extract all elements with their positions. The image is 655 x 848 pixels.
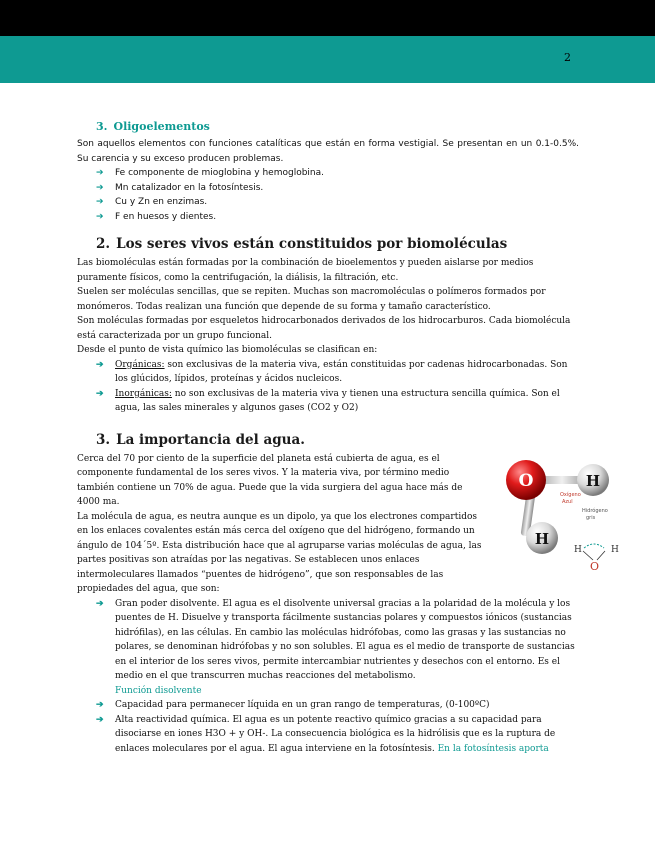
hydrogen-caption: Hidrógeno bbox=[582, 508, 608, 514]
oxygen-atom-label: O bbox=[518, 471, 534, 491]
agua-properties-list bbox=[77, 597, 579, 757]
arrow-icon: ➔ bbox=[96, 211, 104, 222]
arrow-icon: ➔ bbox=[96, 714, 104, 725]
svg-text:H: H bbox=[611, 545, 619, 555]
funcion-disolvente-link[interactable]: Función disolvente bbox=[115, 685, 202, 696]
hydrogen-atom-2-label: H bbox=[534, 530, 550, 548]
hydrogen-caption-2: gris bbox=[586, 515, 596, 521]
arrow-icon: ➔ bbox=[96, 388, 104, 399]
biomoleculas-list bbox=[77, 358, 579, 416]
biomoleculas-paragraph-2: Suelen ser moléculas sencillas, que se repiten. Muchas son macromoléculas o polímeros formados por monómeros. Todas realizan una función que depende de su forma y tamaño característico. bbox=[77, 287, 546, 312]
list-item: ➔ Capacidad para permanecer líquida en un gran rango de temperaturas, (0-100ºC) bbox=[96, 698, 579, 713]
svg-text:O: O bbox=[590, 560, 600, 573]
oligoelementos-list bbox=[77, 166, 579, 224]
agua-paragraph-2: La molécula de agua, es neutra aunque es un dipolo, ya que los electrones compartidos en los enlaces covalentes están más cerca del oxígeno que del hidrógeno, formando un ángulo de 104´5º. Esta distribución hace que al agruparse varias moléculas de agua, las partes positivas son atraídas por las negativas. Se establecen unos enlaces intermoleculares llamados “puentes de hidrógeno”, que son responsables de las propiedades del agua, que son: bbox=[77, 511, 482, 594]
oligoelementos-intro: Son aquellos elementos con funciones catalíticas que están en forma vestigial. Se presentan en un 0.1-0.5%. Su carencia y su exceso producen problemas. bbox=[77, 139, 579, 164]
list-item: ➔ F en huesos y dientes. bbox=[96, 210, 579, 225]
oxygen-caption-2: Azul bbox=[562, 499, 573, 505]
biomoleculas-paragraph-3: Son moléculas formadas por esqueletos hidrocarbonados derivados de los hidrocarburos. Cada biomolécula está caracterizada por un grupo funcional. bbox=[77, 316, 571, 341]
list-item: ➔ Mn catalizador en la fotosíntesis. bbox=[96, 181, 579, 196]
document-body bbox=[77, 118, 579, 756]
biomoleculas-paragraph-4: Desde el punto de vista químico las biomoléculas se clasifican en: bbox=[77, 345, 378, 355]
list-item: ➔ Fe componente de mioglobina y hemoglobina. bbox=[96, 166, 579, 181]
header-teal-band bbox=[0, 36, 655, 83]
list-item: ➔ Alta reactividad química. El agua es un potente reactivo químico gracias a su capacidad para disociarse en iones H3O + y OH-. La consecuencia biológica es la hidrólisis que es la ruptura de enlaces moleculares por el agua. El agua interviene en la fotosíntesis. En la fotosíntesis aporta bbox=[96, 714, 556, 754]
list-item: ➔ Inorgánicas: no son exclusivas de la materia viva y tienen una estructura sencilla química. Son el agua, las sales minerales y algunos gases (CO2 y O2) bbox=[96, 388, 560, 413]
water-molecule-illustration bbox=[494, 456, 624, 576]
list-item: ➔ Gran poder disolvente. El agua es el disolvente universal gracias a la polaridad de la molécula y los puentes de H. Disuelve y transporta fácilmente sustancias polares y compuestos iónicos (sustancias hidrófilas), en las células. En cambio las moléculas hidrófobas, como las grasas y las sustancias no polares, se denominan hidrófobas y no son solubles. El agua es el medio de transporte de sustancias en el interior de los seres vivos, permite intercambiar nutrientes y desechos con el entorno. Es el medio en el que transcurren muchas reacciones del metabolismo. Función disolvente bbox=[96, 598, 575, 696]
list-item: ➔ Orgánicas: son exclusivas de la materia viva, están constituidas por cadenas hidrocarbonadas. Son los glúcidos, lípidos, proteínas y ácidos nucleicos. bbox=[96, 359, 568, 384]
hydrogen-atom-label: H bbox=[585, 472, 601, 490]
page-number: 2 bbox=[564, 51, 571, 64]
oxygen-caption: Oxígeno bbox=[560, 492, 581, 498]
heading-agua: 3. La importancia del agua. bbox=[96, 431, 305, 448]
svg-text:H: H bbox=[574, 545, 582, 555]
arrow-icon: ➔ bbox=[96, 359, 104, 370]
arrow-icon: ➔ bbox=[96, 182, 104, 193]
arrow-icon: ➔ bbox=[96, 598, 104, 609]
fotosintesis-link[interactable]: En la fotosíntesis aporta bbox=[437, 743, 549, 754]
heading-oligoelementos: 3. Oligoelementos bbox=[96, 120, 210, 133]
agua-paragraph-1: Cerca del 70 por ciento de la superficie del planeta está cubierta de agua, es el componente fundamental de los seres vivos. Y la materia viva, por término medio también contiene un 70% de agua. Puede que la vida surgiera del agua hace más de 4000 ma. bbox=[77, 453, 463, 507]
small-water-diagram bbox=[574, 544, 619, 573]
heading-biomoleculas: 2. Los seres vivos están constituidos por biomoléculas bbox=[96, 236, 508, 252]
arrow-icon: ➔ bbox=[96, 197, 104, 207]
list-item: ➔ Cu y Zn en enzimas. bbox=[96, 195, 579, 210]
biomoleculas-paragraph-1: Las biomoléculas están formadas por la combinación de bioelementos y pueden aislarse por medios puramente físicos, como la centrifugación, la diálisis, la filtración, etc. bbox=[77, 258, 534, 283]
arrow-icon: ➔ bbox=[96, 168, 104, 178]
header-black-band bbox=[0, 0, 655, 36]
arrow-icon: ➔ bbox=[96, 700, 104, 710]
